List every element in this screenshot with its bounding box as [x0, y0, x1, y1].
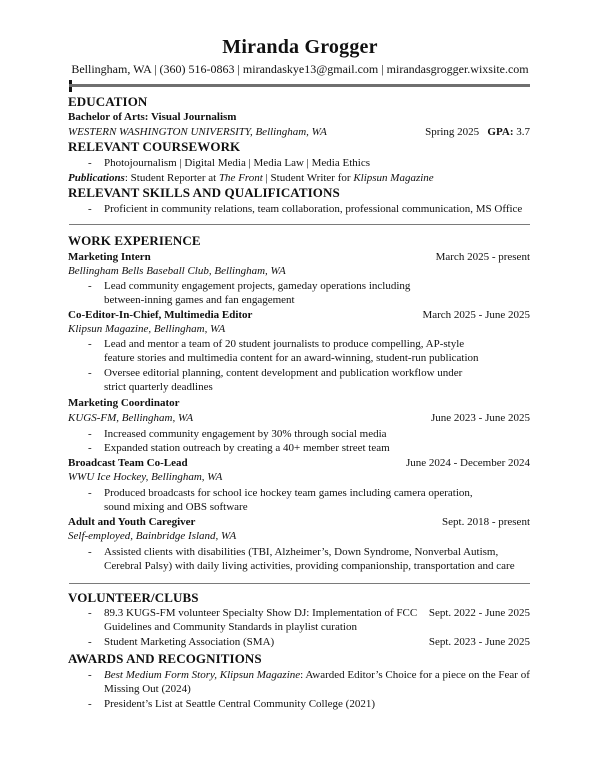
job-org: KUGS-FM, Bellingham, WA — [68, 412, 194, 424]
gpa-value: 3.7 — [516, 126, 530, 138]
graduation-date: Spring 2025 — [425, 126, 480, 138]
job-title: Adult and Youth Caregiver — [68, 516, 196, 528]
award-text: : Awarded Editor’s Choice for a piece on the Fear of — [300, 669, 530, 681]
bullet-dash: - — [88, 546, 92, 558]
job-org: Self-employed, Bainbridge Island, WA — [68, 530, 237, 542]
volunteer-item: 89.3 KUGS-FM volunteer Specialty Show DJ: Implementation of FCC — [104, 607, 418, 619]
coursework-list: Photojournalism | Digital Media | Media Law | Media Ethics — [104, 157, 370, 169]
bullet-dash: - — [88, 428, 92, 440]
job-bullet: Increased community engagement by 30% through social media — [104, 428, 387, 440]
job-title: Marketing Intern — [68, 251, 151, 263]
award-item — [104, 669, 530, 681]
degree: Bachelor of Arts: Visual Journalism — [68, 111, 237, 123]
volunteer-date: Sept. 2023 - June 2025 — [428, 636, 530, 648]
school-line — [68, 126, 530, 138]
resume-name: Miranda Grogger — [222, 36, 378, 58]
bullet-dash: - — [88, 280, 92, 292]
job-org: Klipsun Magazine, Bellingham, WA — [68, 323, 226, 335]
job-date: March 2025 - June 2025 — [422, 309, 530, 321]
gpa-label: GPA: — [487, 126, 514, 138]
publications-text: : Student Reporter at — [124, 172, 219, 184]
job-bullet: Lead community engagement projects, gameday operations including — [104, 280, 411, 292]
education-heading: EDUCATION — [68, 94, 148, 109]
bullet-dash: - — [88, 203, 92, 215]
section-divider — [69, 583, 530, 584]
job-title: Marketing Coordinator — [68, 397, 180, 409]
job-date: June 2024 - December 2024 — [405, 457, 530, 469]
publications-line — [68, 172, 530, 184]
bullet-dash: - — [88, 487, 92, 499]
award-title: Best Medium Form Story, Klipsun Magazine — [104, 669, 301, 681]
volunteer-heading: VOLUNTEER/CLUBS — [68, 590, 199, 605]
job-bullet: Assisted clients with disabilities (TBI, Alzheimer’s, Down Syndrome, Nonverbal Autism, — [104, 546, 499, 558]
bullet-dash: - — [88, 636, 92, 648]
school-name: WESTERN WASHINGTON UNIVERSITY, Bellingham, WA — [68, 126, 327, 138]
work-heading: WORK EXPERIENCE — [68, 233, 201, 248]
job-date: March 2025 - present — [435, 251, 530, 263]
awards-heading: AWARDS AND RECOGNITIONS — [68, 651, 262, 666]
award-item: Missing Out (2024) — [104, 683, 191, 695]
coursework-heading: RELEVANT COURSEWORK — [68, 139, 241, 154]
job-bullet: Produced broadcasts for school ice hockey team games including camera operation, — [104, 487, 473, 499]
section-divider — [69, 224, 530, 225]
job-bullet: Cerebral Palsy) with daily living activities, providing companionship, transportation and care — [104, 560, 515, 572]
contact-line: Bellingham, WA | (360) 516-0863 | mirandaskye13@gmail.com | mirandasgrogger.wixsite.com — [71, 62, 529, 76]
school-date-gpa — [425, 126, 530, 138]
job-bullet: Expanded station outreach by creating a 40+ member street team — [104, 442, 390, 454]
skills-text: Proficient in community relations, team collaboration, professional communication, MS Office — [104, 203, 523, 215]
job-bullet: sound mixing and OBS software — [104, 501, 248, 513]
publications-text: | Student Writer for — [262, 172, 354, 184]
publications-label: Publications — [68, 172, 125, 184]
volunteer-date: Sept. 2022 - June 2025 — [428, 607, 530, 619]
bullet-dash: - — [88, 607, 92, 619]
job-bullet: Lead and mentor a team of 20 student journalists to produce compelling, AP-style — [104, 338, 465, 350]
bullet-dash: - — [88, 367, 92, 379]
job-title: Co-Editor-In-Chief, Multimedia Editor — [68, 309, 253, 321]
publication-klipsun: Klipsun Magazine — [353, 172, 434, 184]
job-date: June 2023 - June 2025 — [431, 412, 530, 424]
job-date: Sept. 2018 - present — [442, 516, 530, 528]
job-bullet: between-inning games and fan engagement — [104, 294, 295, 306]
bullet-dash: - — [88, 338, 92, 350]
header-divider — [69, 84, 530, 87]
job-title: Broadcast Team Co-Lead — [68, 457, 188, 469]
volunteer-item: Guidelines and Community Standards in playlist curation — [104, 621, 357, 633]
job-org: WWU Ice Hockey, Bellingham, WA — [68, 471, 223, 483]
award-item: President’s List at Seattle Central Community College (2021) — [104, 698, 375, 710]
job-bullet: strict quarterly deadlines — [104, 381, 213, 393]
volunteer-item: Student Marketing Association (SMA) — [104, 636, 275, 648]
bullet-dash: - — [88, 698, 92, 710]
skills-heading: RELEVANT SKILLS AND QUALIFICATIONS — [68, 185, 340, 200]
bullet-dash: - — [88, 442, 92, 454]
bullet-dash: - — [88, 669, 92, 681]
job-bullet: feature stories and multimedia content for an award-winning, student-run publication — [104, 352, 479, 364]
bullet-dash: - — [88, 157, 92, 169]
publication-the-front: The Front — [218, 172, 263, 184]
job-org: Bellingham Bells Baseball Club, Bellingham, WA — [68, 265, 286, 277]
job-bullet: Oversee editorial planning, content development and publication workflow under — [104, 367, 463, 379]
